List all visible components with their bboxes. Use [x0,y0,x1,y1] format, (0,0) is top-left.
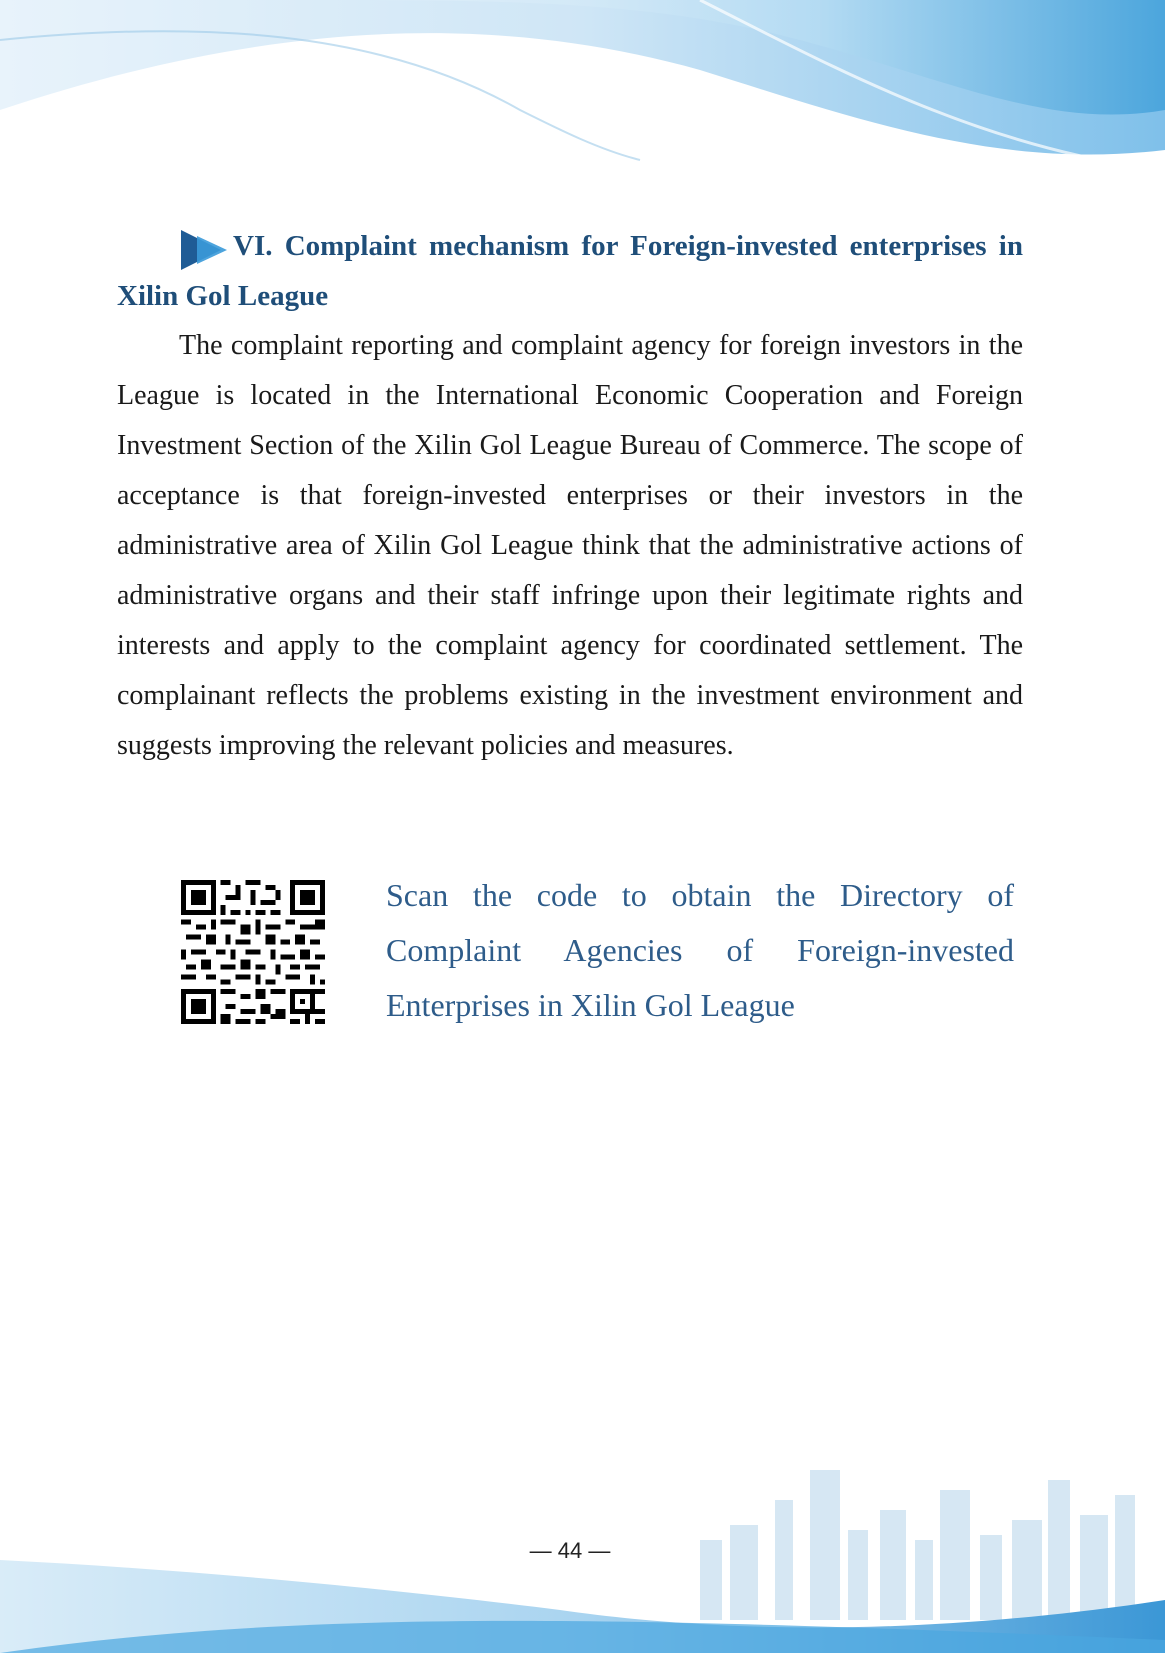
qr-code-icon [181,880,325,1024]
header-wave-decoration [0,0,1165,230]
section-heading-text: VI. Complaint mechanism for Foreign-invested enterprises in Xilin Gol League [117,230,1023,312]
section-heading [117,221,1023,321]
main-content [117,221,1023,771]
play-arrow-icon [181,230,231,270]
page-number: — 44 — [529,1538,611,1563]
section-body: The complaint reporting and complaint agency for foreign investors in the League is located in the International Economic Cooperation and Foreign Investment Section of the Xilin Gol League Bureau of Commerce. The scope of acceptance is that foreign-invested enterprises or their investors in the administrative area of Xilin Gol League think that the administrative actions of administrative organs and their staff infringe upon their legitimate rights and interests and apply to the complaint agency for coordinated settlement. The complainant reflects the problems existing in the investment environment and suggests improving the relevant policies and measures. [117,330,1023,761]
qr-caption: Scan the code to obtain the Directory of Complaint Agencies of Foreign-invested Enterprises in Xilin Gol League [386,877,1014,1023]
